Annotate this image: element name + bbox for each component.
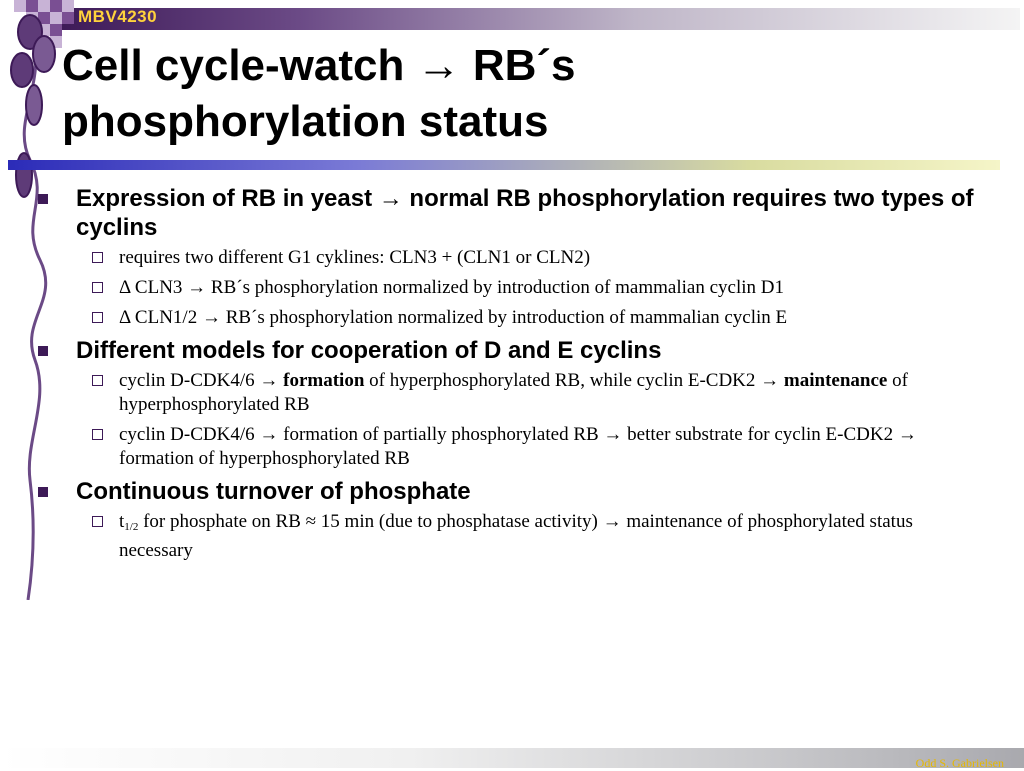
text-run: cyclin D-CDK4/6 → <box>119 370 284 391</box>
hollow-square-bullet-icon <box>92 375 103 386</box>
text-run: t <box>119 511 125 532</box>
sub-bullet-1-3 <box>36 306 986 330</box>
bullet-2-text: Different models for cooperation of D and E cyclins <box>76 337 662 364</box>
title-underline <box>8 160 1000 170</box>
hollow-square-bullet-icon <box>92 312 103 323</box>
text-run: of hyperphosphorylated RB, while cyclin E-CDK2 → <box>364 370 784 391</box>
footer-bar <box>0 748 1024 768</box>
sub-bullet-1-2 <box>36 276 986 300</box>
sub-bullet-2-1 <box>36 369 986 417</box>
hollow-square-bullet-icon <box>92 516 103 527</box>
title-line-2: phosphorylation status <box>62 97 549 146</box>
hollow-square-bullet-icon <box>92 252 103 263</box>
bullet-2 <box>36 336 986 365</box>
slide-content <box>36 184 986 569</box>
sub-bullet-text <box>119 510 986 563</box>
bullet-3-text: Continuous turnover of phosphate <box>76 478 471 505</box>
sub-bullet-1-1 <box>36 246 986 270</box>
sub-bullet-3-1 <box>36 510 986 563</box>
square-bullet-icon <box>38 487 48 497</box>
bold-term-formation: formation <box>283 370 365 391</box>
footer-author: Odd S. Gabrielsen <box>915 756 1004 770</box>
sub-bullet-2-2 <box>36 423 986 471</box>
title-line-1: Cell cycle-watch → RB´s <box>62 41 576 90</box>
slide-title <box>62 38 1002 150</box>
hollow-square-bullet-icon <box>92 429 103 440</box>
bullet-1 <box>36 184 986 242</box>
sub-bullet-text: cyclin D-CDK4/6 → formation of partially phosphorylated RB → better substrate for cyclin E-CDK2 → formation of hyperphosphorylated RB <box>119 424 917 469</box>
bullet-3 <box>36 477 986 506</box>
text-run: of hyperphosphorylated RB <box>119 370 908 415</box>
header-bar <box>58 8 1020 30</box>
bold-term-maintenance: maintenance <box>783 370 888 391</box>
square-bullet-icon <box>38 346 48 356</box>
sub-bullet-text: Δ CLN3 → RB´s phosphorylation normalized by introduction of mammalian cyclin D1 <box>119 277 784 298</box>
hollow-square-bullet-icon <box>92 282 103 293</box>
text-run: for phosphate on RB ≈ 15 min (due to phosphatase activity) → maintenance of phosphorylated status necessary <box>119 511 913 561</box>
square-bullet-icon <box>38 194 48 204</box>
half-life-subscript: 1/2 <box>124 521 139 533</box>
sub-bullet-text: requires two different G1 cyklines: CLN3 + (CLN1 or CLN2) <box>119 247 591 268</box>
sub-bullet-text <box>119 369 986 417</box>
sub-bullet-text: Δ CLN1/2 → RB´s phosphorylation normalized by introduction of mammalian cyclin E <box>119 307 788 328</box>
course-code: MBV4230 <box>78 7 158 26</box>
bullet-1-text: Expression of RB in yeast → normal RB phosphorylation requires two types of cyclins <box>76 185 974 241</box>
